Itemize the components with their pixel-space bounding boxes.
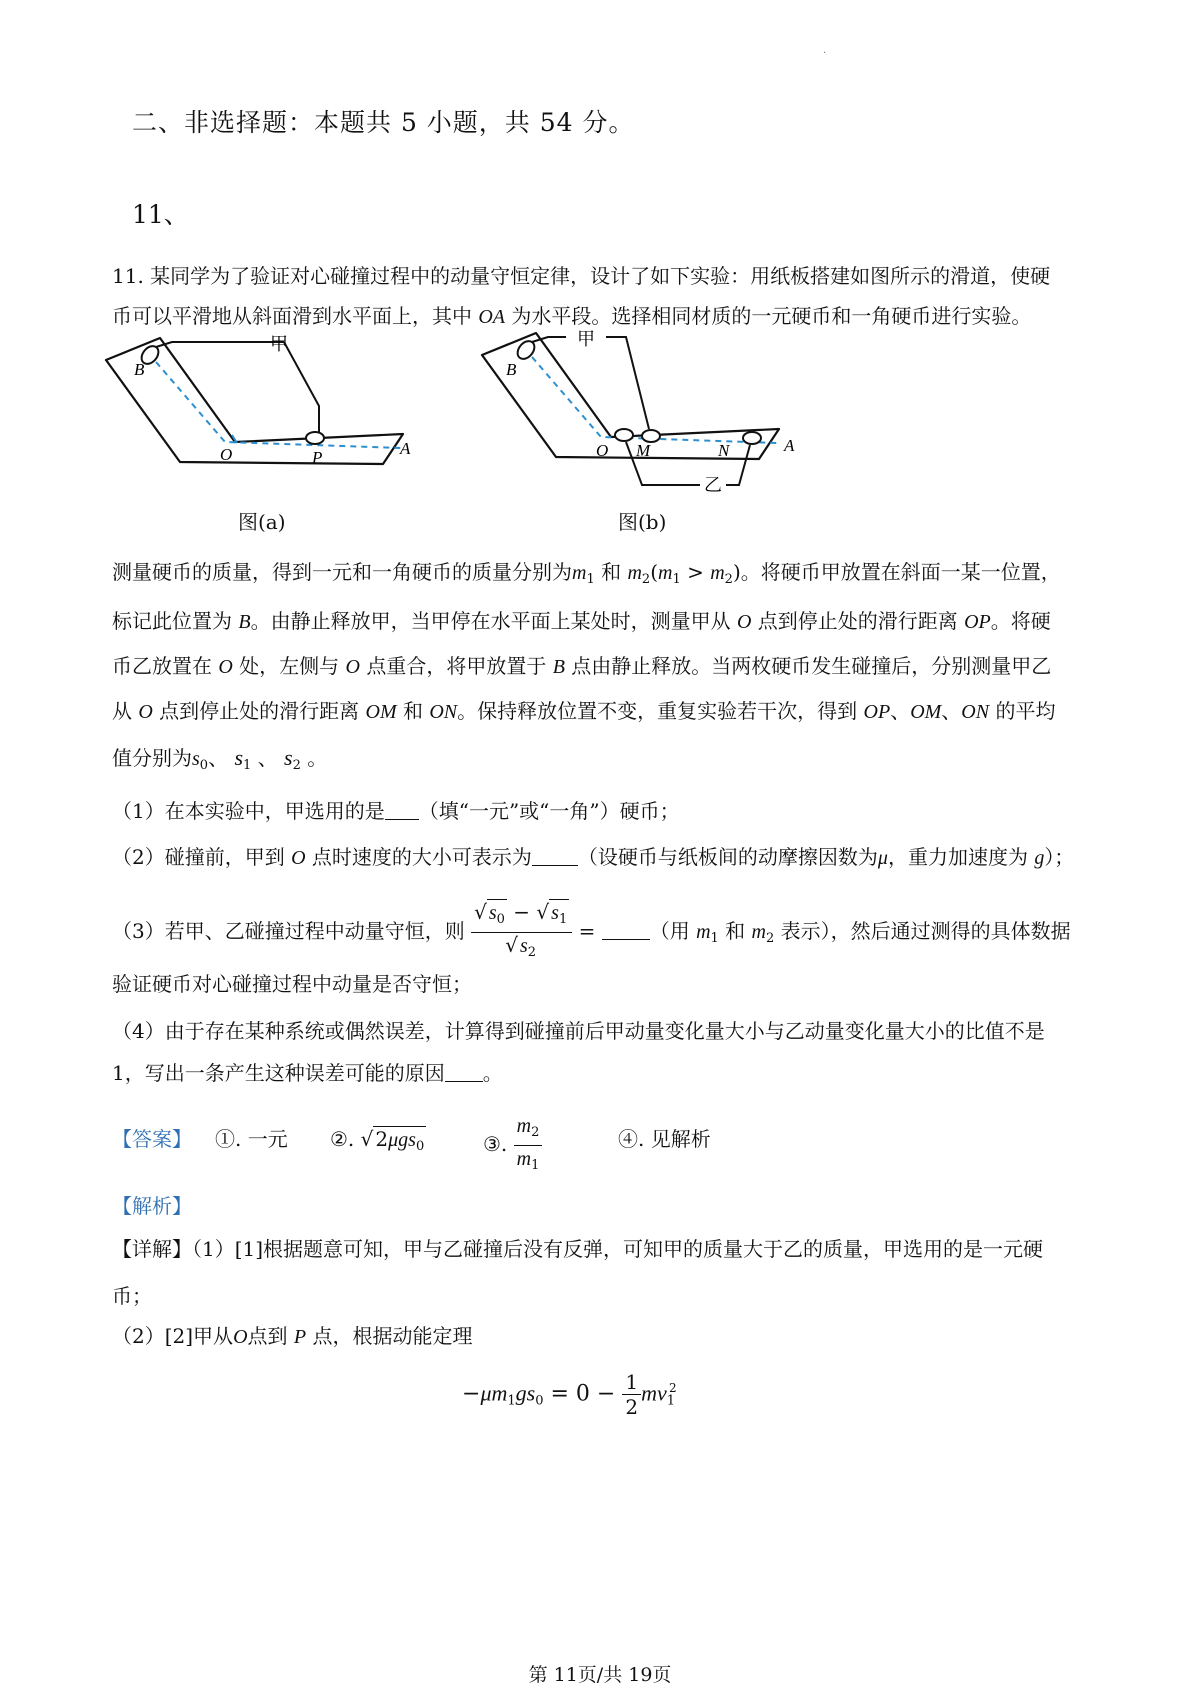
question-1: （1）在本实验中，甲选用的是 （填“一元”或“一角”）硬币； (112, 799, 680, 823)
scan-dot: . (823, 45, 827, 56)
question-4: （4）由于存在某种系统或偶然误差，计算得到碰撞前后甲动量变化量大小与乙动量变化量大小的比值不是 (112, 1019, 1045, 1043)
section-title: 二、非选择题：本题共 5 小题，共 54 分。 (132, 108, 635, 137)
coin-jia-at-p (306, 432, 324, 444)
caption-b: 图(b) (618, 510, 667, 534)
stem-line-2: 币可以平滑地从斜面滑到水平面上，其中 OA 为水平段。选择相同材质的一元硬币和一角硬币进行实验。 (112, 304, 1032, 328)
blank-1 (385, 801, 419, 820)
stem-line-1: 11. 某同学为了验证对心碰撞过程中的动量守恒定律，设计了如下实验：用纸板搭建如图所示的滑道，使硬 (112, 264, 1051, 288)
body-line-3: 币乙放置在 O 处，左侧与 O 点重合，将甲放置于 B 点由静止释放。当两枚硬币发生碰撞后，分别测量甲乙 (112, 654, 1052, 678)
answer-label: 【答案】 (112, 1127, 192, 1151)
body-line-5: 值分别为$s_0$、 $s_1$ 、 $s_2$ 。 (112, 745, 328, 773)
blank-3 (602, 921, 650, 940)
question-number: 11、 (132, 200, 189, 229)
analysis-label: 【解析】 (112, 1194, 192, 1218)
label-a-b: A (784, 436, 795, 455)
answer-3: ③. $\frac{m_2}{m_1}$ (483, 1113, 542, 1173)
coin-at-o (615, 429, 633, 441)
ratio-fraction: $\frac{√ s_0 - √ s_1}{√ s_2}$ (471, 900, 572, 965)
label-yi-b: 乙 (704, 475, 722, 496)
label-b-a: B (134, 360, 145, 379)
leader-line-jia-a (156, 342, 284, 347)
leader-line-jia-b (532, 337, 566, 342)
body-line-2: 标记此位置为 B。由静止释放甲，当甲停在水平面上某处时，测量甲从 O 点到停止处的滑行距离 OP。将硬 (112, 609, 1051, 633)
label-jia-b: 甲 (577, 329, 595, 350)
detail-line-1: 【详解】（1）[1]根据题意可知，甲与乙碰撞后没有反弹，可知甲的质量大于乙的质量，甲选用的是一元硬 (112, 1237, 1044, 1261)
label-n-b: N (718, 441, 730, 460)
question-2: （2）碰撞前，甲到 O 点时速度的大小可表示为 （设硬币与纸板间的动摩擦因数为μ，重力加速度为 g）； (112, 845, 1075, 869)
label-m-b: M (636, 441, 651, 460)
caption-a: 图(a) (238, 510, 286, 534)
question-3: （3）若甲、乙碰撞过程中动量守恒，则 $\frac{√ s_0 - √ s_1}{√ s_2}$ = （用 $m_1$ 和 $m_2$ 表示），然后通过测得的具体数据 (112, 900, 1071, 958)
figure-a (100, 330, 430, 510)
label-o-b: O (596, 441, 609, 460)
label-a-a: A (400, 439, 411, 458)
detail-line-3: （2）[2]甲从O点到 P 点，根据动能定理 (112, 1324, 473, 1348)
figure-b (476, 325, 821, 505)
page-footer: 第 11页/共 19页 (528, 1664, 672, 1686)
detail-line-2: 币； (112, 1284, 152, 1308)
blank-4 (445, 1063, 483, 1082)
body-line-4: 从 O 点到停止处的滑行距离 OM 和 ON。保持释放位置不变，重复实验若干次，得到 OP、OM、ON 的平均 (112, 699, 1056, 723)
answer-4: ④. 见解析 (618, 1127, 711, 1151)
answer-1: ①. 一元 (215, 1127, 288, 1151)
body-line-1: 测量硬币的质量，得到一元和一角硬币的质量分别为$m_1$ 和 $m_2(m_1 > m_2)$。将硬币甲放置在斜面一某一位置， (112, 560, 1061, 587)
leader-line-n-b (726, 445, 750, 485)
label-jia-a: 甲 (270, 334, 288, 355)
coin-yi-at-n (743, 432, 761, 444)
kinetic-energy-equation: $-\mu m_1gs_0 = 0$ − $\frac{1}{2}$ $mv_1^2$ (462, 1369, 677, 1419)
question-3-cont: 验证硬币对心碰撞过程中动量是否守恒； (112, 972, 472, 996)
label-p-a: P (312, 448, 323, 467)
answer-2: ②. √ 2μgs$_0$ (330, 1127, 425, 1154)
blank-2 (532, 847, 578, 866)
label-o-a: O (220, 445, 233, 464)
answer-fraction: $\frac{m_2}{m_1}$ (514, 1113, 543, 1178)
label-b-b: B (506, 360, 517, 379)
leader-line-m-b (606, 337, 649, 429)
question-4-cont: 1，写出一条产生这种误差可能的原因 。 (112, 1061, 503, 1085)
leader-line-p-a (284, 342, 319, 432)
